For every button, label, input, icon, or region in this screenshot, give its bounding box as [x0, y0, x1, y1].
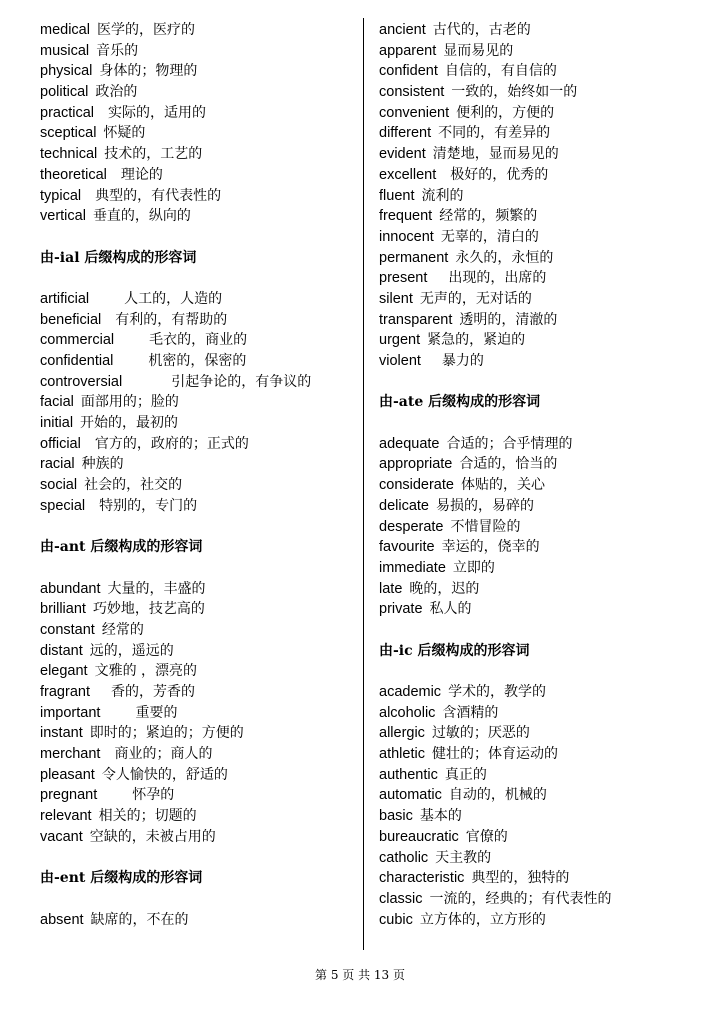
chinese-meaning: 面部用的；脸的	[80, 394, 179, 411]
english-word: cubic	[379, 911, 413, 928]
chinese-meaning: 空缺的，未被占用的	[89, 828, 216, 845]
vocab-entry	[379, 848, 699, 869]
chinese-meaning: 相关的；切题的	[98, 808, 197, 825]
vocab-entry	[40, 123, 358, 144]
section-heading: 由-ial 后缀构成的形容词	[40, 249, 197, 266]
chinese-meaning: 怀孕的	[132, 787, 175, 804]
vocab-entry	[40, 454, 358, 475]
english-word: abundant	[40, 580, 101, 597]
english-word: confidential	[40, 353, 114, 369]
chinese-meaning: 香的，芳香的	[110, 684, 195, 700]
chinese-meaning: 出现的，出席的	[448, 270, 547, 287]
vocab-entry	[40, 910, 358, 931]
vocab-entry	[379, 310, 699, 331]
english-word: technical	[40, 146, 98, 163]
english-word: urgent	[379, 332, 421, 349]
english-word: appropriate	[379, 456, 453, 473]
english-word: artificial	[40, 290, 90, 307]
chinese-meaning: 音乐的	[96, 42, 139, 59]
vocab-entry	[40, 434, 358, 455]
english-word: silent	[379, 290, 413, 307]
vocab-entry	[379, 579, 699, 600]
chinese-meaning: 经常的，频繁的	[439, 208, 538, 225]
chinese-meaning: 怀疑的	[103, 125, 146, 142]
chinese-meaning: 政治的	[95, 84, 138, 101]
vocab-entry	[379, 41, 699, 62]
english-word: delicate	[379, 497, 429, 514]
chinese-meaning: 官僚的	[465, 828, 508, 845]
vocab-entry	[40, 475, 358, 496]
section-heading: 由-ent 后缀构成的形容词	[40, 870, 203, 887]
english-word: practical	[40, 104, 94, 121]
chinese-meaning: 紧急的，紧迫的	[427, 332, 526, 349]
chinese-meaning: 极好的，优秀的	[450, 166, 549, 183]
right-column	[379, 20, 699, 930]
english-word: alcoholic	[379, 704, 436, 721]
chinese-meaning: 社会的，社交的	[84, 477, 183, 494]
vocab-entry	[40, 165, 358, 186]
vocab-entry	[40, 330, 358, 351]
vocab-entry	[379, 123, 699, 144]
vocab-entry	[40, 661, 358, 682]
vocab-entry	[40, 103, 358, 124]
english-word: initial	[40, 415, 74, 432]
vocab-entry	[379, 165, 699, 186]
vocab-entry	[379, 827, 699, 848]
vocab-entry	[379, 61, 699, 82]
vocab-entry	[379, 785, 699, 806]
chinese-meaning: 技术的，工艺的	[104, 146, 203, 163]
chinese-meaning: 永久的，永恒的	[455, 249, 554, 266]
chinese-meaning: 令人愉快的，舒适的	[101, 766, 228, 783]
english-word: facial	[40, 394, 74, 411]
english-word: pleasant	[40, 766, 95, 783]
chinese-meaning: 便利的，方便的	[456, 104, 555, 121]
vocab-entry	[40, 744, 358, 765]
vocab-entry	[379, 289, 699, 310]
chinese-meaning: 无辜的，清白的	[440, 228, 539, 245]
vocab-entry	[40, 144, 358, 165]
chinese-meaning: 人工的，人造的	[124, 290, 223, 307]
english-word: immediate	[379, 559, 446, 576]
english-word: catholic	[379, 849, 429, 866]
english-word: racial	[40, 456, 75, 473]
vocab-entry	[379, 889, 699, 910]
english-word: violent	[379, 353, 421, 369]
english-word: confident	[379, 63, 438, 80]
vocab-entry	[379, 475, 699, 496]
vocab-entry	[379, 537, 699, 558]
chinese-meaning: 远的，遥远的	[89, 642, 174, 659]
chinese-meaning: 垂直的，纵向的	[92, 208, 191, 225]
english-word: vertical	[40, 208, 86, 225]
english-word: desperate	[379, 518, 444, 535]
chinese-meaning: 医学的，医疗的	[96, 22, 195, 38]
chinese-meaning: 私人的	[429, 601, 472, 618]
spacer	[40, 517, 358, 538]
english-word: physical	[40, 63, 93, 80]
vocab-entry	[40, 641, 358, 662]
vocab-entry	[40, 392, 358, 413]
english-word: frequent	[379, 208, 433, 225]
english-word: different	[379, 125, 432, 142]
english-word: ancient	[379, 22, 426, 38]
chinese-meaning: 引起争论的，有争议的	[171, 373, 312, 390]
chinese-meaning: 实际的，适用的	[108, 104, 206, 121]
chinese-meaning: 无声的，无对话的	[419, 290, 532, 307]
chinese-meaning: 自信的，有自信的	[444, 63, 557, 80]
column-divider	[363, 18, 364, 950]
vocab-entry	[379, 82, 699, 103]
english-word: authentic	[379, 766, 438, 783]
spacer	[379, 661, 699, 682]
chinese-meaning: 流利的	[421, 187, 464, 204]
english-word: evident	[379, 146, 426, 163]
english-word: basic	[379, 808, 413, 825]
chinese-meaning: 缺席的，不在的	[90, 911, 189, 928]
chinese-meaning: 基本的	[419, 808, 462, 825]
chinese-meaning: 身体的；物理的	[99, 63, 198, 80]
english-word: brilliant	[40, 601, 86, 618]
english-word: classic	[379, 890, 423, 907]
spacer	[40, 558, 358, 579]
chinese-meaning: 真正的	[444, 766, 487, 783]
english-word: academic	[379, 684, 442, 700]
english-word: permanent	[379, 249, 449, 266]
spacer	[40, 889, 358, 910]
vocab-entry	[40, 206, 358, 227]
chinese-meaning: 暴力的	[441, 353, 484, 369]
english-word: adequate	[379, 435, 440, 452]
english-word: distant	[40, 642, 83, 659]
english-word: late	[379, 580, 403, 597]
chinese-meaning: 天主教的	[435, 849, 492, 866]
vocab-entry	[40, 785, 358, 806]
spacer	[40, 268, 358, 289]
vocab-entry	[40, 682, 358, 703]
chinese-meaning: 古代的，古老的	[432, 22, 531, 38]
vocab-entry	[379, 103, 699, 124]
chinese-meaning: 商业的；商人的	[114, 746, 213, 763]
chinese-meaning: 自动的，机械的	[448, 787, 547, 804]
vocab-entry	[40, 186, 358, 207]
chinese-meaning: 学术的，教学的	[448, 684, 547, 700]
chinese-meaning: 开始的，最初的	[80, 415, 179, 432]
english-word: typical	[40, 187, 82, 204]
english-word: transparent	[379, 311, 453, 328]
chinese-meaning: 毛衣的，商业的	[149, 332, 248, 349]
english-word: absent	[40, 911, 84, 928]
chinese-meaning: 合适的，恰当的	[459, 456, 558, 473]
english-word: present	[379, 270, 428, 287]
english-word: vacant	[40, 828, 83, 845]
english-word: innocent	[379, 228, 434, 245]
vocab-entry	[40, 806, 358, 827]
vocab-entry	[40, 827, 358, 848]
vocab-entry	[40, 599, 358, 620]
vocab-entry	[40, 703, 358, 724]
english-word: musical	[40, 42, 90, 59]
chinese-meaning: 显而易见的	[443, 42, 514, 59]
vocab-entry	[40, 82, 358, 103]
chinese-meaning: 一流的，经典的；有代表性的	[429, 890, 612, 907]
vocab-entry	[40, 496, 358, 517]
chinese-meaning: 合适的；合乎情理的	[446, 435, 573, 452]
english-word: beneficial	[40, 311, 102, 328]
section-heading: 由-ant 后缀构成的形容词	[40, 539, 203, 556]
english-word: social	[40, 477, 78, 494]
english-word: convenient	[379, 104, 450, 121]
chinese-meaning: 文雅的 ，漂亮的	[94, 663, 198, 680]
english-word: commercial	[40, 332, 115, 349]
chinese-meaning: 健壮的；体育运动的	[431, 746, 558, 763]
vocab-entry	[40, 310, 358, 331]
vocab-entry	[40, 289, 358, 310]
english-word: theoretical	[40, 166, 107, 183]
vocab-entry	[40, 579, 358, 600]
chinese-meaning: 幸运的，侥幸的	[441, 539, 540, 556]
vocab-entry	[379, 454, 699, 475]
vocab-entry	[40, 723, 358, 744]
vocab-entry	[379, 517, 699, 538]
english-word: important	[40, 704, 101, 721]
vocab-entry	[379, 703, 699, 724]
chinese-meaning: 机密的，保密的	[148, 353, 247, 369]
vocab-entry	[379, 806, 699, 827]
left-column	[40, 20, 358, 930]
vocab-entry	[40, 61, 358, 82]
vocab-entry	[379, 723, 699, 744]
chinese-meaning: 立方体的，立方形的	[419, 911, 546, 928]
english-word: official	[40, 435, 81, 452]
vocab-entry	[379, 496, 699, 517]
chinese-meaning: 重要的	[135, 704, 178, 721]
vocab-entry	[379, 248, 699, 269]
chinese-meaning: 典型的，有代表性的	[95, 187, 222, 204]
vocab-entry	[379, 434, 699, 455]
chinese-meaning: 清楚地，显而易见的	[432, 146, 559, 163]
chinese-meaning: 不惜冒险的	[450, 518, 521, 535]
chinese-meaning: 种族的	[81, 456, 124, 473]
chinese-meaning: 巧妙地，技艺高的	[92, 601, 205, 618]
english-word: relevant	[40, 808, 92, 825]
english-word: instant	[40, 725, 83, 742]
vocab-entry	[379, 910, 699, 931]
vocab-entry	[379, 868, 699, 889]
vocab-entry	[379, 206, 699, 227]
english-word: constant	[40, 621, 95, 638]
chinese-meaning: 官方的，政府的；正式的	[94, 435, 249, 452]
english-word: pregnant	[40, 787, 98, 804]
english-word: favourite	[379, 539, 435, 556]
vocab-entry	[40, 351, 358, 372]
vocab-entry	[40, 20, 358, 41]
chinese-meaning: 特别的，专门的	[99, 497, 198, 514]
chinese-meaning: 不同的，有差异的	[438, 125, 551, 142]
english-word: apparent	[379, 42, 437, 59]
english-word: special	[40, 497, 86, 514]
vocab-entry	[379, 765, 699, 786]
vocab-entry	[379, 682, 699, 703]
spacer	[379, 413, 699, 434]
vocab-entry	[379, 20, 699, 41]
english-word: automatic	[379, 787, 442, 804]
section-heading: 由-ic 后缀构成的形容词	[379, 642, 530, 659]
english-word: political	[40, 84, 89, 101]
english-word: excellent	[379, 166, 437, 183]
vocab-entry	[379, 330, 699, 351]
english-word: fluent	[379, 187, 415, 204]
english-word: consistent	[379, 84, 445, 101]
vocab-entry	[40, 413, 358, 434]
vocab-entry	[379, 744, 699, 765]
english-word: controversial	[40, 373, 123, 390]
vocab-entry	[379, 227, 699, 248]
chinese-meaning: 一致的，始终如一的	[451, 84, 578, 101]
chinese-meaning: 透明的，清澈的	[459, 311, 558, 328]
chinese-meaning: 体贴的，关心	[460, 477, 545, 494]
english-word: elegant	[40, 663, 88, 680]
chinese-meaning: 含酒精的	[442, 704, 499, 721]
vocab-entry	[379, 599, 699, 620]
english-word: fragrant	[40, 684, 90, 700]
chinese-meaning: 易损的，易碎的	[435, 497, 534, 514]
english-word: considerate	[379, 477, 454, 494]
chinese-meaning: 典型的，独特的	[471, 870, 570, 887]
spacer	[40, 848, 358, 869]
vocab-entry	[379, 186, 699, 207]
section-heading: 由-ate 后缀构成的形容词	[379, 394, 541, 411]
english-word: characteristic	[379, 870, 465, 887]
spacer	[379, 620, 699, 641]
chinese-meaning: 立即的	[452, 559, 495, 576]
page-footer: 第 5 页 共 13 页	[315, 968, 405, 982]
chinese-meaning: 有利的，有帮助的	[115, 311, 228, 328]
vocab-entry	[40, 41, 358, 62]
vocab-entry	[379, 558, 699, 579]
chinese-meaning: 晚的，迟的	[409, 580, 480, 597]
chinese-meaning: 经常的	[101, 621, 144, 638]
chinese-meaning: 即时的；紧迫的；方便的	[89, 725, 244, 742]
spacer	[379, 372, 699, 393]
english-word: merchant	[40, 746, 101, 763]
vocab-entry	[379, 268, 699, 289]
vocab-entry	[40, 372, 358, 393]
english-word: athletic	[379, 746, 425, 763]
english-word: bureaucratic	[379, 828, 459, 845]
english-word: sceptical	[40, 125, 97, 142]
vocab-entry	[40, 765, 358, 786]
chinese-meaning: 大量的，丰盛的	[107, 580, 206, 597]
spacer	[40, 227, 358, 248]
vocab-entry	[40, 620, 358, 641]
vocab-entry	[379, 144, 699, 165]
chinese-meaning: 过敏的；厌恶的	[431, 725, 530, 742]
english-word: medical	[40, 22, 90, 38]
chinese-meaning: 理论的	[120, 166, 163, 183]
english-word: private	[379, 601, 423, 618]
english-word: allergic	[379, 725, 425, 742]
vocab-entry	[379, 351, 699, 372]
